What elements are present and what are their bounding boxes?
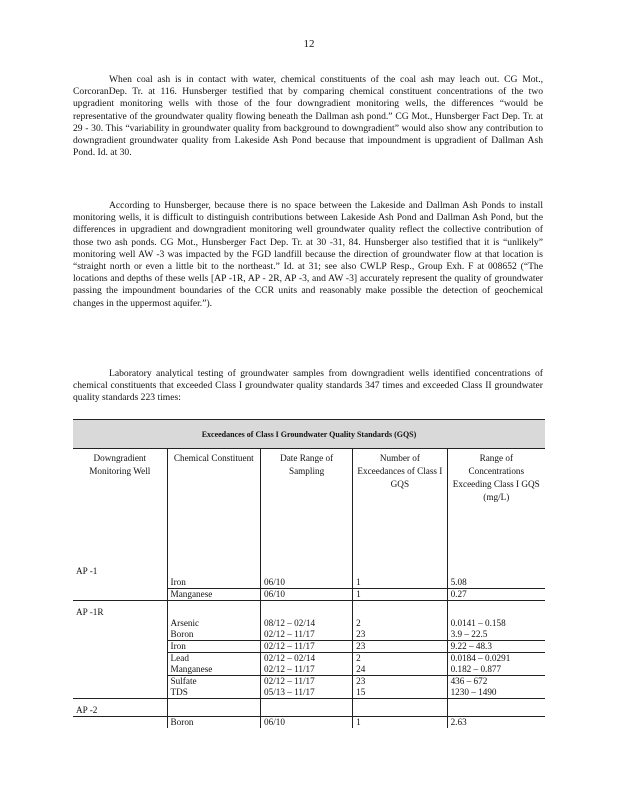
cell-date: 02/12 – 11/17 <box>261 641 353 653</box>
cell-number: 2 <box>353 653 447 665</box>
cell-chemical: Iron <box>167 641 260 653</box>
table-row <box>73 577 545 589</box>
table-row <box>73 653 545 665</box>
cell-range: 5.08 <box>450 577 467 587</box>
cell-range: 0.27 <box>447 589 545 601</box>
cell-range: 1230 – 1490 <box>447 687 545 699</box>
cell-range: 0.0184 – 0.0291 <box>450 653 511 663</box>
cell-date: 02/12 – 11/17 <box>261 664 353 676</box>
cell-date: 06/10 <box>261 589 353 601</box>
cell-range: 9.22 – 48.3 <box>447 641 545 653</box>
cell-number: 23 <box>353 629 447 641</box>
table-title: Exceedances of Class I Groundwater Quality Standards (GQS) <box>73 420 545 449</box>
cell-range: 436 – 672 <box>450 676 488 686</box>
cell-chemical: Lead <box>167 653 260 665</box>
cell-number: 15 <box>353 687 447 699</box>
cell-chemical: TDS <box>167 687 260 699</box>
exceedances-table-container <box>73 419 545 728</box>
paragraph-hunsberger-testimony: According to Hunsberger, because there is no space between the Lakeside and Dallman Ash Ponds to install monitoring wells, it is difficult to distinguish contributions between Lakeside Ash Pond and Dallman Ash Pond, but the differences in upgradient and downgradient monitoring well groundwater quality reflect the collective contribution of those two ash ponds. CG Mot., Hunsberger Fact Dep. Tr. at 30 -31, 84. Hunsberger also testified that it is “unlikely” monitoring well AW -3 was impacted by the FGD landfill because the direction of groundwater flow at that location is “straight north or even a little bit to the northeast.” Id. at 31; see also CWLP Resp., Group Exh. F at 008652 (“The locations and depths of these wells [AP -1R, AP - 2R, AP -3, and AW -3] accurately represent the quality of groundwater passing the impoundment boundaries of the CCR units and reasonably make possible the detection of geochemical changes in the uppermost aquifer.”). <box>73 200 543 309</box>
cell-number: 1 <box>353 717 447 729</box>
cell-date: 06/10 <box>261 577 353 589</box>
cell-range: 3.9 – 22.5 <box>447 629 545 641</box>
page-number: 12 <box>303 38 315 50</box>
well-row <box>73 560 545 577</box>
cell-chemical: Boron <box>167 717 260 729</box>
cell-date: 05/13 – 11/17 <box>261 687 353 699</box>
cell-chemical: Arsenic <box>167 618 260 629</box>
cell-date: 08/12 – 02/14 <box>261 618 353 629</box>
table-row <box>73 618 545 629</box>
table-row <box>73 717 545 729</box>
cell-chemical: Iron <box>167 577 260 589</box>
cell-chemical: Boron <box>167 629 260 641</box>
header-exceedance-count: Number of Exceedances of Class I GQS <box>353 449 447 561</box>
well-label: AP -1R <box>73 601 167 619</box>
well-row <box>73 601 545 619</box>
header-chemical: Chemical Constituent <box>167 449 260 561</box>
table-header-row <box>73 449 545 561</box>
cell-range: 0.0141 – 0.158 <box>450 618 506 628</box>
exceedances-table <box>73 419 545 728</box>
cell-date: 06/10 <box>261 717 353 729</box>
table-row <box>73 641 545 653</box>
cell-chemical: Sulfate <box>167 676 260 688</box>
header-concentration-range: Range of Concentrations Exceeding Class I GQS (mg/L) <box>452 453 540 502</box>
cell-date: 02/12 – 02/14 <box>261 653 353 665</box>
table-title-row <box>73 420 545 449</box>
cell-chemical: Manganese <box>167 589 260 601</box>
cell-number: 1 <box>353 577 447 589</box>
cell-date: 02/12 – 11/17 <box>261 629 353 641</box>
table-row <box>73 629 545 641</box>
table-row <box>73 687 545 699</box>
cell-number: 2 <box>353 618 447 629</box>
cell-number: 23 <box>353 676 447 688</box>
cell-number: 1 <box>353 589 447 601</box>
well-row <box>73 699 545 717</box>
header-well: Downgradient Monitoring Well <box>73 449 167 561</box>
cell-chemical: Manganese <box>167 664 260 676</box>
cell-range: 0.182 – 0.877 <box>447 664 545 676</box>
well-label: AP -2 <box>73 699 167 717</box>
cell-range: 2.63 <box>450 717 467 727</box>
table-row <box>73 664 545 676</box>
cell-number: 24 <box>353 664 447 676</box>
table-row <box>73 589 545 601</box>
cell-number: 23 <box>353 641 447 653</box>
well-label: AP -1 <box>73 560 167 577</box>
header-date-range: Date Range of Sampling <box>261 449 353 561</box>
paragraph-coal-ash-leaching: When coal ash is in contact with water, chemical constituents of the coal ash may leach out. CG Mot., CorcoranDep. Tr. at 116. Hunsberger testified that by comparing chemical constituent concentrations of the two upgradient monitoring wells with those of the four downgradient monitoring wells, the differences “would be representative of the groundwater quality flowing beneath the Dallman ash pond.” CG Mot., Hunsberger Fact Dep. Tr. at 29 - 30. This “variability in groundwater quality from background to downgradient” would also show any contribution to downgradient groundwater quality from Lakeside Ash Pond because that impoundment is upgradient of Dallman Ash Pond. Id. at 30. <box>73 74 543 159</box>
cell-date: 02/12 – 11/17 <box>261 676 353 688</box>
table-row <box>73 676 545 688</box>
paragraph-laboratory-testing: Laboratory analytical testing of groundwater samples from downgradient wells identified concentrations of chemical constituents that exceeded Class I groundwater quality standards 347 times and exceeded Class II groundwater quality standards 223 times: <box>73 368 543 404</box>
